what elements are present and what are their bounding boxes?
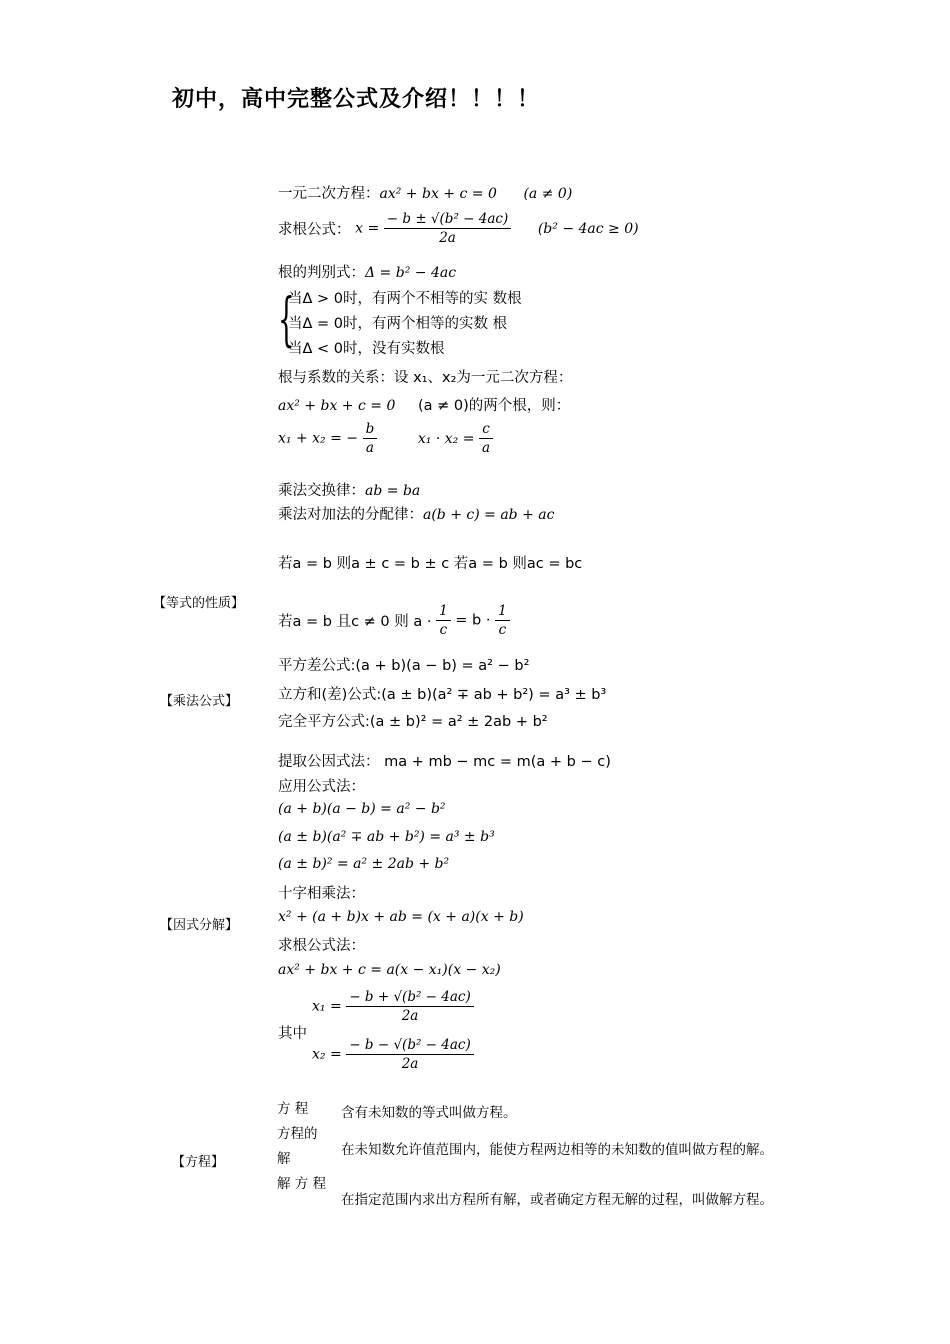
common-factor-method: 提取公因式法： ma + mb − mc = m(a + b − c) [278,754,611,770]
product-numerator: c [479,420,493,439]
case-positive: 当Δ > 0时，有两个不相等的实 数根 [288,291,522,307]
equality-property-1: 若a = b 则a ± c = b ± c 若a = b 则ac = bc [278,556,583,572]
solving-term: 解 方 程 [277,1176,327,1192]
vieta-formulas [278,420,493,457]
factoring-formula-3: (a ± b)² = a² ± 2ab + b² [278,856,450,872]
equality-property-2 [278,602,510,639]
solution-definition: 在未知数允许值范围内，能使方程两边相等的未知数的值叫做方程的解。 [341,1142,773,1158]
multiplication-section-label: 【乘法公式】 [160,694,239,709]
discriminant-label: 根的判别式： [278,265,365,281]
solution-term: 方程的解 [277,1126,318,1167]
root-formula-numerator: − b ± √(b² − 4ac) [384,210,511,229]
root-x1 [312,988,474,1025]
equality-fraction-1 [436,602,451,639]
root-formula-label: 求根公式： [278,222,351,238]
vieta-equation: ax² + bx + c = 0 [278,398,396,414]
discriminant-line [278,261,456,282]
root-formula-method: 求根公式法： [278,938,365,954]
vieta-equation-line [278,394,570,415]
discriminant-cases [278,284,578,356]
apply-formula-method: 应用公式法： [278,779,365,795]
equation-term: 方 程 [277,1101,309,1117]
equality-property-2-mid: = b · [455,612,491,629]
sum-of-roots-fraction [363,420,378,457]
root-formula-fraction [384,210,511,247]
factoring-formula-2: (a ± b)(a² ∓ ab + b²) = a³ ± b³ [278,829,495,845]
root-x1-denominator: 2a [401,1008,419,1024]
left-brace-icon: { [278,285,295,353]
product-denominator: a [482,440,491,456]
page-title: 初中，高中完整公式及介绍！！！！ [172,87,541,112]
distributive-formula: a(b + c) = ab + ac [423,507,555,523]
vieta-condition: (a ≠ 0)的两个根，则： [417,398,571,414]
case-negative: 当Δ < 0时，没有实数根 [288,341,445,357]
quadratic-equation: ax² + bx + c = 0 [379,186,497,202]
root-factorization-formula: ax² + bx + c = a(x − x₁)(x − x₂) [278,962,501,978]
root-x2-lhs: x₂ = [312,1046,342,1063]
commutative-law [278,479,420,500]
equation-definition: 含有未知数的等式叫做方程。 [341,1105,517,1121]
cross-multiplication-method: 十字相乘法： [278,886,365,902]
product-of-roots-lhs: x₁ · x₂ = [417,430,475,447]
equation-section-label: 【方程】 [172,1155,225,1170]
cross-multiplication-formula: x² + (a + b)x + ab = (x + a)(x + b) [278,909,524,925]
root-x2-fraction [346,1036,473,1073]
root-formula-denominator: 2a [439,230,456,246]
root-formula-line [278,210,639,247]
distributive-label: 乘法对加法的分配律： [278,507,423,523]
difference-of-squares: 平方差公式:(a + b)(a − b) = a² − b² [278,658,530,674]
root-formula-x: x = [355,220,380,237]
quadratic-equation-label: 一元二次方程： [278,186,380,202]
equality-section-label: 【等式的性质】 [153,596,245,611]
sum-numerator: b [363,420,378,439]
vieta-label: 根与系数的关系：设 x₁、x₂为一元二次方程： [278,370,573,386]
root-x1-numerator: − b + √(b² − 4ac) [346,988,473,1007]
sum-difference-of-cubes: 立方和(差)公式:(a ± b)(a² ∓ ab + b²) = a³ ± b³ [278,687,607,703]
root-x1-fraction [346,988,473,1025]
sum-denominator: a [365,440,374,456]
equality-fraction-2-den: c [498,622,507,638]
factoring-section-label: 【因式分解】 [160,918,239,933]
commutative-label: 乘法交换律： [278,483,365,499]
equality-property-2-lhs: 若a = b 且c ≠ 0 则 a · [278,614,432,630]
factoring-formula-1: (a + b)(a − b) = a² − b² [278,801,446,817]
equality-fraction-2-num: 1 [495,602,510,621]
quadratic-equation-line [278,182,572,203]
product-of-roots-fraction [479,420,493,457]
case-zero: 当Δ = 0时，有两个相等的实数 根 [288,316,508,332]
where-label: 其中 [278,1026,307,1042]
discriminant-formula: Δ = b² − 4ac [365,265,457,281]
root-x2-numerator: − b − √(b² − 4ac) [346,1036,473,1055]
perfect-square: 完全平方公式:(a ± b)² = a² ± 2ab + b² [278,714,548,730]
solving-definition: 在指定范围内求出方程所有解，或者确定方程无解的过程，叫做解方程。 [341,1192,773,1208]
sum-of-roots-lhs: x₁ + x₂ = − [278,430,359,447]
distributive-law [278,503,554,524]
equality-fraction-2 [495,602,510,639]
equality-fraction-1-num: 1 [436,602,451,621]
quadratic-condition: (a ≠ 0) [523,186,573,202]
root-x1-lhs: x₁ = [312,998,342,1015]
root-x2 [312,1036,474,1073]
root-formula-condition: (b² − 4ac ≥ 0) [537,220,639,237]
commutative-formula: ab = ba [365,483,421,499]
root-x2-denominator: 2a [401,1056,419,1072]
equality-fraction-1-den: c [439,622,448,638]
